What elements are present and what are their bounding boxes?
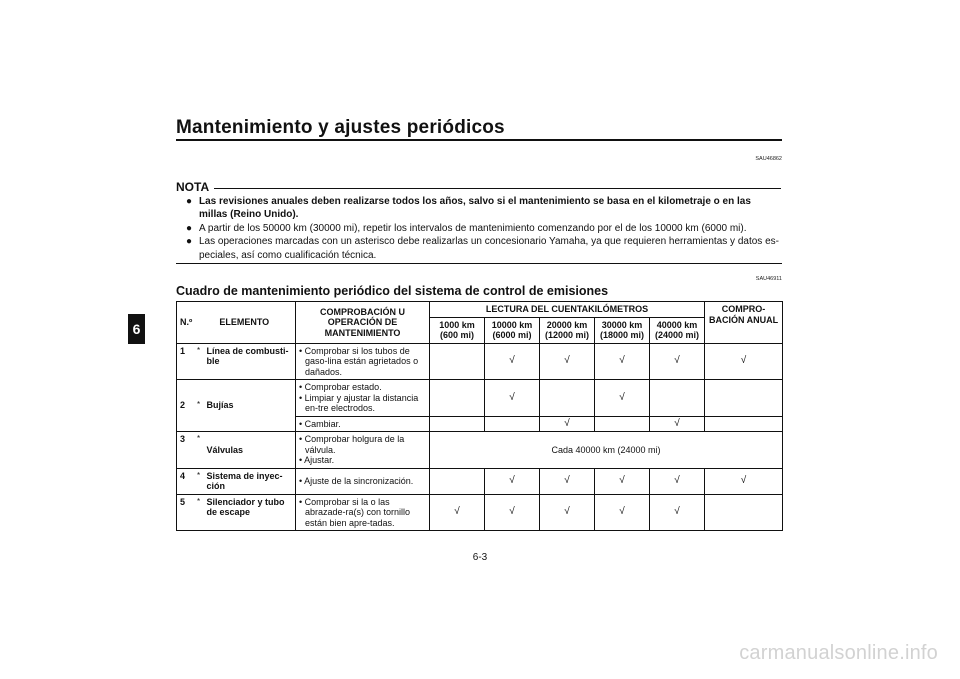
nota-item: ● Las operaciones marcadas con un asterisco debe realizarlas un concesionario Yamaha, ya que requieren herramientas y datos es-peciales, así como cualificación técnica.: [186, 236, 779, 261]
check-mark: √: [485, 343, 540, 380]
check-mark: √: [705, 343, 783, 380]
header-km-col: 20000 km (12000 mi): [540, 317, 595, 343]
check-mark: √: [650, 468, 705, 494]
page-title: Mantenimiento y ajustes periódicos: [176, 117, 505, 138]
bullet-icon: ●: [186, 236, 193, 248]
title-rule: [176, 139, 782, 141]
page-number: 6-3: [472, 552, 488, 563]
header-km-col: 40000 km (24000 mi): [650, 317, 705, 343]
header-row: [177, 302, 783, 318]
nota-list: [186, 195, 782, 262]
nota-rule: [214, 188, 781, 189]
table-row: 3 * Válvulas • Comprobar holgura de la válvula. • Ajustar. Cada 40000 km (24000 mi): [177, 432, 783, 469]
nota-code: SAU46862: [755, 156, 782, 162]
watermark: carmanualsonline.info: [739, 642, 938, 664]
check-mark: √: [485, 380, 540, 417]
check-mark: √: [540, 343, 595, 380]
bullet-icon: ●: [186, 196, 193, 207]
section-title: Cuadro de mantenimiento periódico del sistema de control de emisiones: [176, 284, 609, 298]
header-km-col: 30000 km (18000 mi): [595, 317, 650, 343]
header-km-col: 1000 km (600 mi): [430, 317, 485, 343]
bullet-icon: ●: [186, 222, 193, 234]
check-mark: √: [595, 494, 650, 531]
nota-label: NOTA: [176, 180, 210, 194]
interval-note: Cada 40000 km (24000 mi): [430, 432, 783, 469]
check-mark: √: [650, 343, 705, 380]
table-row: 2 * Bujías • Comprobar estado. • Limpiar y ajustar la distancia en-tre electrodos. √ √: [177, 380, 783, 417]
header-no: N.º: [177, 302, 194, 344]
check-mark: √: [595, 343, 650, 380]
header-km-col: 10000 km (6000 mi): [485, 317, 540, 343]
header-element: ELEMENTO: [194, 302, 296, 344]
check-mark: √: [540, 416, 595, 432]
check-mark: √: [485, 468, 540, 494]
check-mark: √: [595, 380, 650, 417]
header-annual: COMPRO-BACIÓN ANUAL: [705, 302, 783, 344]
section-code: SAU46911: [755, 276, 782, 282]
chapter-tab: 6: [128, 314, 145, 344]
check-mark: √: [595, 468, 650, 494]
check-mark: √: [705, 468, 783, 494]
table-row: 5 * Silenciador y tubo de escape • Comprobar si la o las abrazade-ra(s) con tornillo están bien apre-tadas. √ √ √ √ √: [177, 494, 783, 531]
check-mark: √: [430, 494, 485, 531]
nota-end-rule: [176, 263, 782, 264]
table-row: • Cambiar. √ √: [177, 416, 783, 432]
nota-item: ● Las revisiones anuales deben realizarse todos los años, salvo si el mantenimiento se basa en el kilometraje o en las millas (Reino Unido).: [186, 196, 751, 221]
maintenance-table: [176, 301, 783, 531]
check-mark: √: [485, 494, 540, 531]
check-mark: √: [650, 416, 705, 432]
check-mark: √: [540, 468, 595, 494]
header-odometer: LECTURA DEL CUENTAKILÓMETROS: [430, 302, 705, 318]
table-row: 4 * Sistema de inyec-ción • Ajuste de la sincronización. √ √ √ √ √: [177, 468, 783, 494]
header-operation: COMPROBACIÓN U OPERACIÓN DE MANTENIMIENTO: [296, 302, 430, 344]
check-mark: √: [540, 494, 595, 531]
table-row: 1 * Línea de combusti-ble • Comprobar si los tubos de gaso-lina están agrietados o dañados. √ √ √ √ √: [177, 343, 783, 380]
nota-item: ● A partir de los 50000 km (30000 mi), repetir los intervalos de mantenimiento comenzando por el de los 10000 km (6000 mi).: [186, 222, 747, 234]
check-mark: √: [650, 494, 705, 531]
